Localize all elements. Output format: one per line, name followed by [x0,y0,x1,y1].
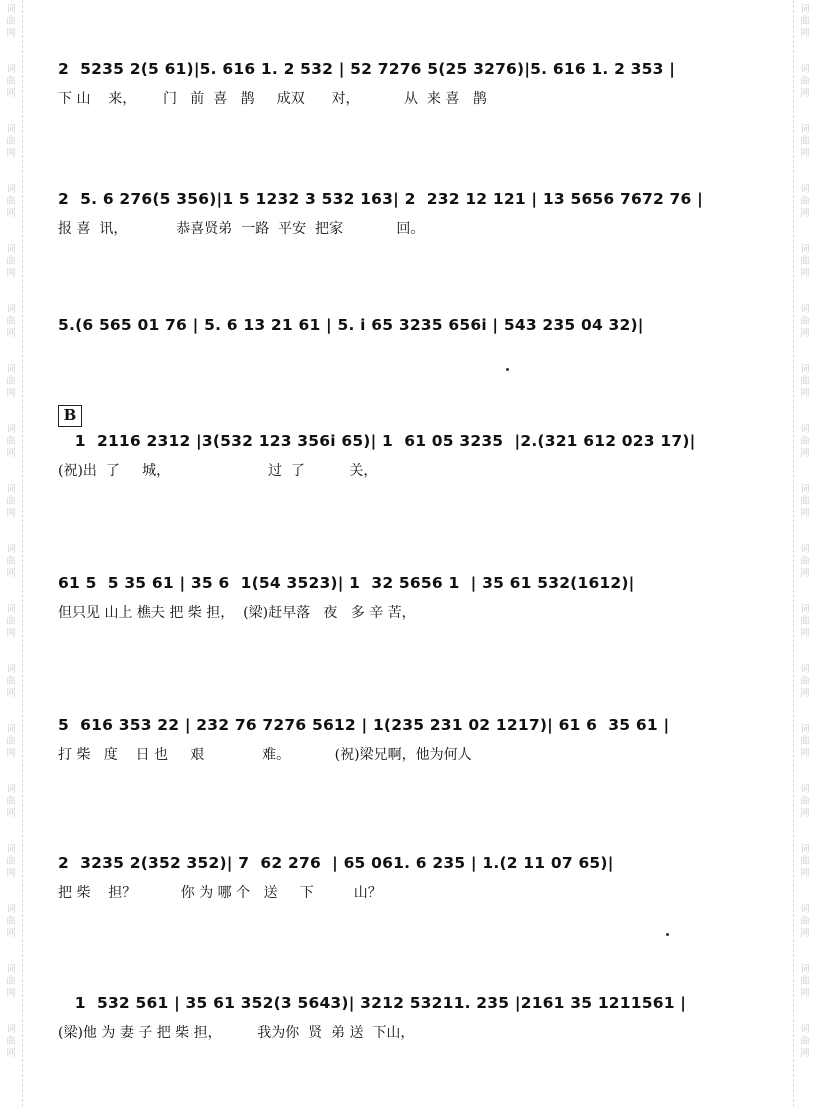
watermark-text: 词 曲 网 [800,64,810,99]
notation-line: 2 5. 6 276(5 356)|1 5 1232 3 532 163| 2 232 12 121 | 13 5656 7672 76 | [58,190,703,208]
score-row [40,990,776,1060]
watermark-text: 词 曲 网 [800,724,810,759]
watermark-text: 词 曲 网 [6,4,16,39]
watermark-text: 词 曲 网 [800,844,810,879]
watermark-text: 词 曲 网 [6,424,16,459]
watermark-text: 词 曲 网 [6,484,16,519]
score-row [40,570,776,640]
notation-line: 1 2116 2312 |3(532 123 356i 65)| 1 61 05 3235 |2.(321 612 023 17)| [58,432,696,450]
watermark-text: 词 曲 网 [800,604,810,639]
watermark-text: 词 曲 网 [6,784,16,819]
watermark-text: 词 曲 网 [800,904,810,939]
watermark-text: 词 曲 网 [6,184,16,219]
score-row [40,56,776,126]
watermark-text: 词 曲 网 [800,484,810,519]
watermark-text: 词 曲 网 [800,364,810,399]
watermark-text: 词 曲 网 [800,244,810,279]
watermark-text: 词 曲 网 [6,964,16,999]
watermark-text: 词 曲 网 [800,124,810,159]
watermark-text: 词 曲 网 [6,1024,16,1059]
jianpu-score [40,0,776,1107]
notation-line: 61 5 5 35 61 | 35 6 1(54 3523)| 1 32 5656 1 | 35 61 532(1612)| [58,574,635,592]
lyrics-line: (祝)出 了 城， 过 了 关， [58,463,378,479]
left-watermark-strip [0,0,23,1107]
watermark-text: 词 曲 网 [800,964,810,999]
watermark-text: 词 曲 网 [6,544,16,579]
watermark-text: 词 曲 网 [6,64,16,99]
right-watermark-strip [793,0,816,1107]
notation-line: 5.(6 565 01 76 | 5. 6 13 21 61 | 5. i 65 3235 656i | 543 235 04 32)| [58,316,644,334]
notation-line: 2 5235 2(5 61)|5. 616 1. 2 532 | 52 7276 5(25 3276)|5. 616 1. 2 353 | [58,60,676,78]
watermark-text: 词 曲 网 [6,304,16,339]
lyrics-line: (梁)他 为 妻 子 把 柴 担， 我为你 贤 弟 送 下山， [58,1025,415,1041]
watermark-text: 词 曲 网 [800,784,810,819]
watermark-text: 词 曲 网 [800,1024,810,1059]
watermark-text: 词 曲 网 [6,364,16,399]
notation-line: 5 616 353 22 | 232 76 7276 5612 | 1(235 231 02 1217)| 61 6 35 61 | [58,716,670,734]
watermark-text: 词 曲 网 [800,424,810,459]
watermark-text: 词 曲 网 [800,4,810,39]
lyrics-line [58,344,768,366]
watermark-text: 词 曲 网 [6,724,16,759]
watermark-text: 词 曲 网 [6,664,16,699]
watermark-text: 词 曲 网 [6,124,16,159]
watermark-text: 词 曲 网 [6,904,16,939]
watermark-text: 词 曲 网 [6,244,16,279]
notation-line: 2 3235 2(352 352)| 7 62 276 | 65 061. 6 235 | 1.(2 11 07 65)| [58,854,614,872]
watermark-text: 词 曲 网 [800,184,810,219]
score-row [40,312,776,382]
lyrics-line: 但只见 山上 樵夫 把 柴 担， (梁)赶早落 夜 多 辛 苦， [58,605,416,621]
stray-dot [506,368,509,371]
notation-line: 1 532 561 | 35 61 352(3 5643)| 3212 53211. 235 |2161 35 1211561 | [58,994,687,1012]
score-row [40,850,776,920]
lyrics-line: 报 喜 讯， 恭喜贤弟 一路 平安 把家 回。 [58,221,425,237]
stray-dot [666,933,669,936]
lyrics-line: 打 柴 度 日 也 艰 难。 (祝)梁兄啊，他为何人 [58,747,472,763]
score-row [40,428,776,498]
watermark-text: 词 曲 网 [6,604,16,639]
score-row [40,712,776,782]
lyrics-line: 把 柴 担？ 你 为 哪 个 送 下 山？ [58,885,382,901]
watermark-text: 词 曲 网 [800,544,810,579]
watermark-text: 词 曲 网 [800,304,810,339]
score-row [40,186,776,256]
watermark-text: 词 曲 网 [6,844,16,879]
watermark-text: 词 曲 网 [800,664,810,699]
section-b-marker: B [58,405,82,427]
lyrics-line: 下 山 来， 门 前 喜 鹊 成双 对， 从 来 喜 鹊 [58,91,487,107]
